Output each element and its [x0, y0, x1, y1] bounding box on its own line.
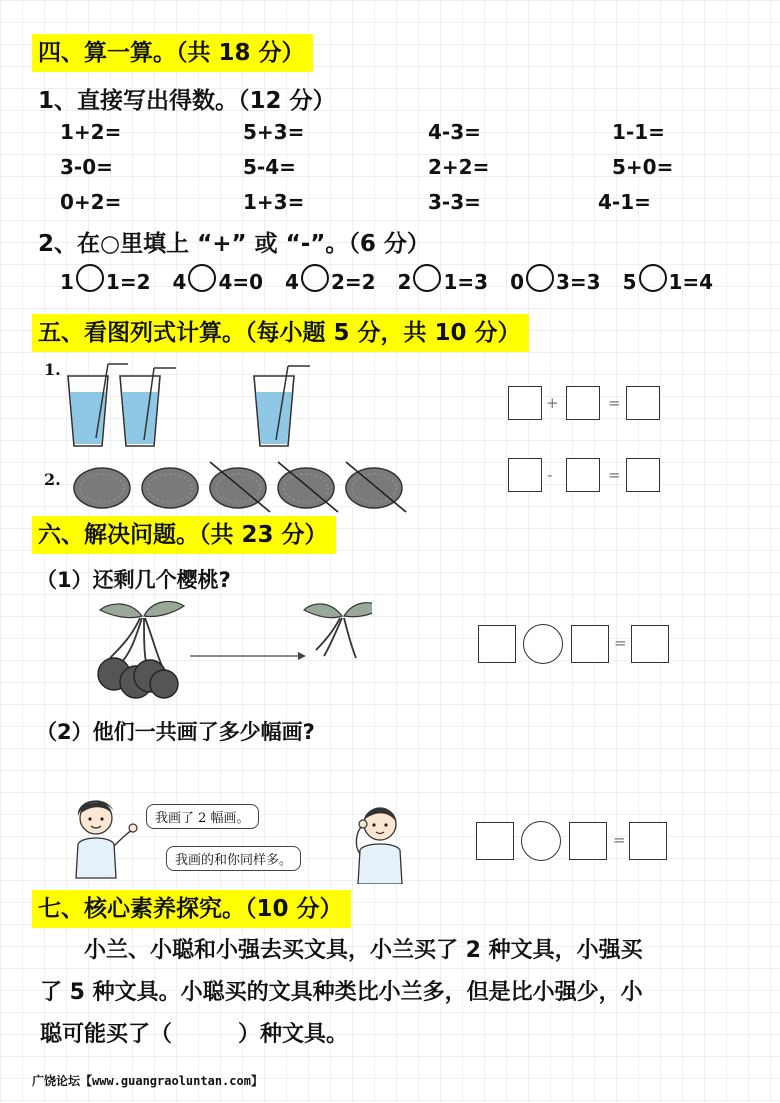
equation: 2+2= — [428, 155, 490, 179]
glass-icon — [120, 368, 176, 446]
section-7-title: 七、核心素养探究。（10 分） — [32, 890, 351, 928]
equation: 5+0= — [612, 155, 674, 179]
answer-box[interactable] — [476, 822, 514, 860]
answer-box[interactable] — [478, 625, 516, 663]
answer-box[interactable] — [571, 625, 609, 663]
equation: 1-1= — [612, 120, 665, 144]
boy-icon — [356, 808, 402, 884]
q1-title: 1、直接写出得数。（12 分） — [38, 88, 336, 114]
problem-1-text: （1）还剩几个樱桃? — [36, 568, 231, 592]
equation: 0+2= — [60, 190, 122, 214]
answer-circle[interactable] — [526, 264, 554, 292]
potato-icon — [278, 462, 338, 512]
paragraph-line: 聪可能买了（ ）种文具。 — [40, 1022, 349, 1047]
equation: 5+3= — [243, 120, 305, 144]
problem-number: 1. — [44, 360, 61, 379]
operand: 1 — [60, 270, 74, 294]
boy-right-illustration — [340, 796, 418, 884]
equation: 4-1= — [598, 190, 651, 214]
section-6-title: 六、解决问题。（共 23 分） — [32, 516, 336, 554]
equation: 1+3= — [243, 190, 305, 214]
answer-box[interactable] — [508, 458, 542, 492]
answer-box[interactable] — [626, 386, 660, 420]
cherry-bunch-icon — [98, 601, 184, 698]
cherry-stems-icon — [304, 603, 372, 658]
circle-equation — [60, 270, 151, 294]
cherries-illustration — [92, 596, 372, 706]
glass-icon — [254, 366, 310, 446]
boy-icon — [76, 800, 137, 878]
operand-result: 1=4 — [668, 270, 714, 294]
speech-bubble: 我画了 2 幅画。 — [146, 804, 259, 829]
problem-2-text: （2）他们一共画了多少幅画? — [36, 720, 315, 744]
answer-box[interactable] — [569, 822, 607, 860]
circle-equation — [398, 270, 489, 294]
operand: 4 — [172, 270, 187, 294]
paragraph-line: 小兰、小聪和小强去买文具，小兰买了 2 种文具，小强买 — [40, 938, 643, 963]
plus-sign: + — [546, 394, 559, 412]
potato-icon — [346, 462, 406, 512]
circle-equation — [510, 270, 601, 294]
minus-sign: - — [547, 466, 553, 484]
operand-result: 1=2 — [105, 270, 151, 294]
answer-box[interactable] — [631, 625, 669, 663]
section-5-title: 五、看图列式计算。（每小题 5 分，共 10 分） — [32, 314, 529, 352]
q2-title: 2、在○里填上 “+” 或 “-”。（6 分） — [38, 231, 430, 257]
speech-bubble: 我画的和你同样多。 — [166, 846, 301, 871]
equation: 3-0= — [60, 155, 113, 179]
potatoes-illustration — [72, 458, 412, 514]
answer-box[interactable] — [626, 458, 660, 492]
equation: 1+2= — [60, 120, 122, 144]
operand-result: 3=3 — [555, 270, 601, 294]
operator-circle[interactable] — [523, 624, 563, 664]
answer-box[interactable] — [508, 386, 542, 420]
equation: 3-3= — [428, 190, 481, 214]
answer-circle[interactable] — [639, 264, 667, 292]
equation: 5-4= — [243, 155, 296, 179]
arrow-icon — [190, 652, 306, 660]
circle-equation — [173, 270, 264, 294]
circle-equation — [623, 270, 714, 294]
potato-icon — [142, 468, 198, 508]
paragraph-line: 了 5 种文具。小聪买的文具种类比小兰多，但是比小强少，小 — [40, 980, 643, 1005]
problem-number: 2. — [44, 470, 61, 489]
answer-box[interactable] — [629, 822, 667, 860]
answer-circle[interactable] — [188, 264, 216, 292]
exploration-paragraph — [40, 930, 750, 1056]
equation: 4-3= — [428, 120, 481, 144]
boy-left-illustration — [62, 788, 142, 880]
equals-sign: = — [614, 634, 627, 652]
answer-circle[interactable] — [76, 264, 104, 292]
answer-box[interactable] — [566, 386, 600, 420]
glass-icon — [68, 364, 128, 446]
operand: 5 — [622, 270, 637, 294]
equals-sign: = — [608, 466, 621, 484]
potato-icon — [74, 468, 130, 508]
operator-circle[interactable] — [521, 821, 561, 861]
equals-sign: = — [613, 831, 626, 849]
section-4-title: 四、算一算。（共 18 分） — [32, 34, 313, 72]
equals-sign: = — [608, 394, 621, 412]
circle-equation — [285, 270, 376, 294]
answer-circle[interactable] — [413, 264, 441, 292]
answer-circle[interactable] — [301, 264, 329, 292]
q2-circle-equations — [60, 270, 713, 294]
answer-box[interactable] — [566, 458, 600, 492]
potato-icon — [210, 462, 270, 512]
operand: 0 — [510, 270, 524, 294]
operand-result: 1=3 — [443, 270, 489, 294]
operand-result: 4=0 — [218, 270, 264, 294]
operand: 4 — [285, 270, 299, 294]
operand-result: 2=2 — [330, 270, 376, 294]
operand: 2 — [397, 270, 412, 294]
footer-watermark: 广饶论坛【www.guangraoluntan.com】 — [32, 1074, 263, 1088]
water-glasses-illustration — [62, 362, 322, 452]
